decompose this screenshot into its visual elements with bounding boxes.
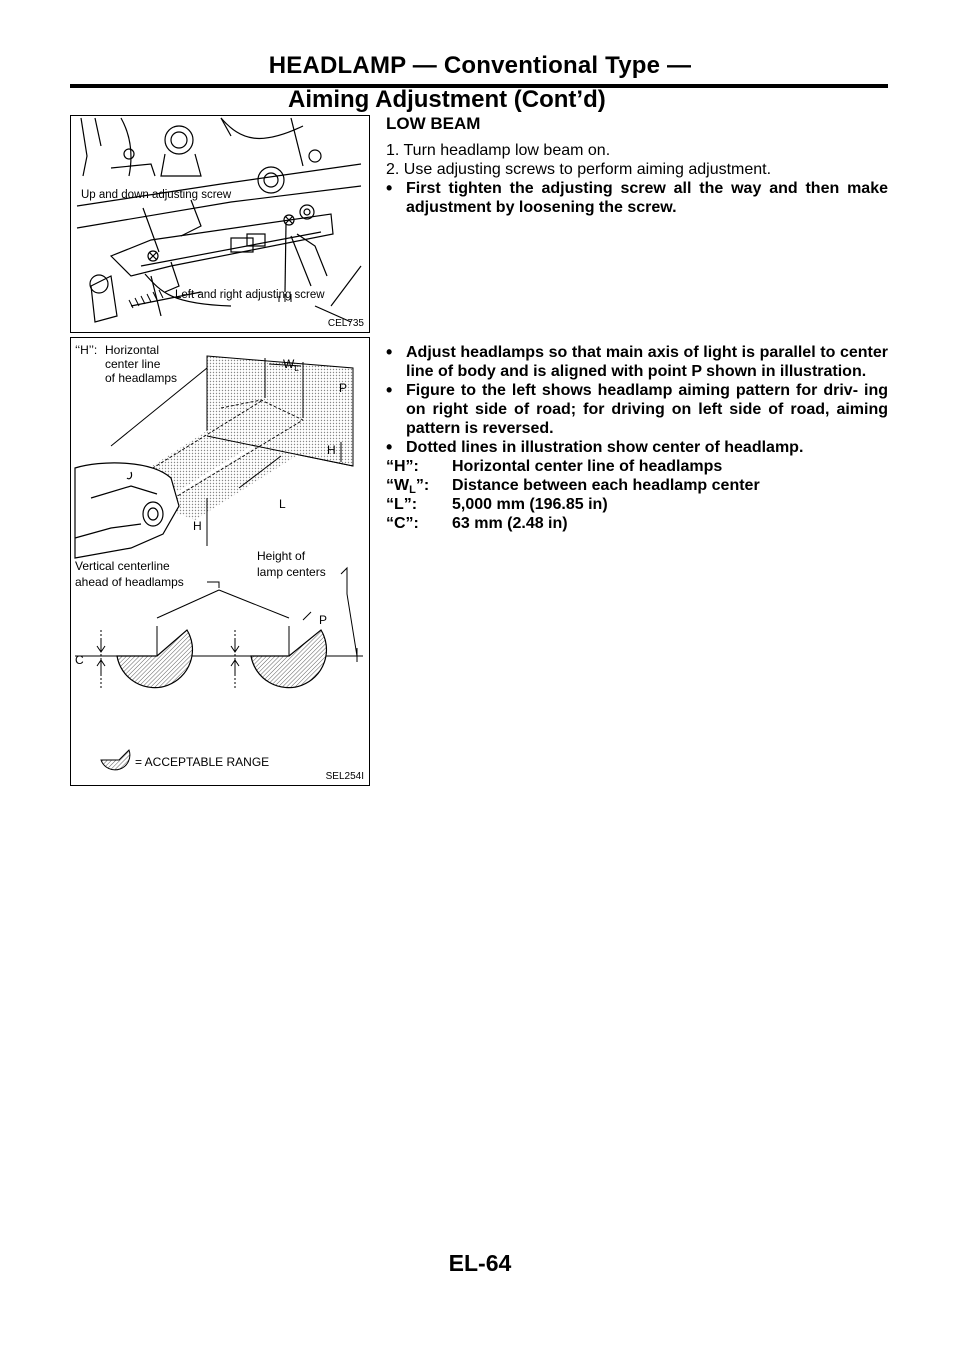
l-label: L — [279, 497, 286, 511]
label-up-down-screw: Up and down adjusting screw — [81, 189, 232, 201]
h-desc-3: of headlamps — [105, 371, 178, 385]
acceptable-range-left — [117, 630, 192, 688]
aiming-pattern-diagram — [71, 338, 369, 785]
page-header-subtitle: Aiming Adjustment (Cont’d) — [288, 86, 606, 113]
label-left-right-screw: Left and right adjusting screw — [175, 289, 325, 301]
definition-h — [386, 457, 888, 476]
h-desc-1: Horizontal — [105, 343, 160, 357]
bullet-text: Figure to the left shows headlamp aiming pattern for driv- ing on right side of road; for driving on left side of road, aiming pattern is reversed. — [406, 382, 888, 437]
h-label-left: H — [193, 519, 202, 533]
bullet-icon: • — [386, 178, 393, 198]
bullet-item — [386, 438, 888, 457]
h-label-right: H — [327, 443, 336, 457]
figure-aiming-pattern — [70, 337, 370, 786]
definition-value: 63 mm (2.48 in) — [452, 515, 568, 532]
definition-wl — [386, 476, 888, 495]
p-label-bottom: P — [319, 613, 328, 627]
bullet-icon: • — [386, 380, 393, 400]
bullet-item — [386, 179, 888, 217]
legend-swatch — [101, 750, 130, 770]
step-2: 2. Use adjusting screws to perform aiming adjustment. — [386, 161, 772, 178]
height-lamp-2: lamp centers — [257, 565, 326, 579]
c-label: C — [75, 653, 84, 667]
definition-value: Horizontal center line of headlamps — [452, 458, 723, 475]
step-1: 1. Turn headlamp low beam on. — [386, 142, 611, 159]
bullet-icon: • — [386, 437, 393, 457]
definition-key: “L”: — [386, 496, 418, 513]
vertical-centerline-1: Vertical centerline — [75, 559, 170, 573]
bullet-item — [386, 381, 888, 438]
height-lamp-1: Height of — [257, 549, 306, 563]
figure-adjusting-screws — [70, 115, 370, 333]
page-number: EL-64 — [448, 1250, 512, 1276]
definition-key: “C”: — [386, 515, 419, 532]
engine-bay-illustration — [71, 116, 369, 332]
bullet-text: Adjust headlamps so that main axis of light is parallel to center line of body and is aligned with point P shown in illustration. — [406, 344, 888, 380]
p-label-top: P — [339, 381, 348, 395]
wl-label: $W_L$ — [283, 357, 299, 373]
figure-code: CEL735 — [327, 318, 364, 329]
legend-acceptable-range: = ACCEPTABLE RANGE — [135, 755, 270, 769]
bullet-text: First tighten the adjusting screw all the way and then make adjustment by loosening the screw. — [406, 180, 888, 216]
page-header-title: HEADLAMP — Conventional Type — — [268, 52, 692, 79]
definition-c — [386, 514, 888, 533]
aiming-notes — [386, 343, 888, 533]
vertical-centerline-2: ahead of headlamps — [75, 575, 184, 589]
h-desc-2: center line — [105, 357, 161, 371]
bullet-item — [386, 343, 888, 381]
low-beam-steps — [386, 141, 888, 217]
definition-value: 5,000 mm (196.85 in) — [452, 496, 608, 513]
section-title: LOW BEAM — [386, 114, 481, 133]
figure-code: SEL254I — [325, 771, 364, 782]
bullet-icon: • — [386, 342, 393, 362]
definition-value: Distance between each headlamp center — [452, 477, 760, 494]
bullet-text: Dotted lines in illustration show center of headlamp. — [406, 439, 804, 456]
definition-l — [386, 495, 888, 514]
h-key-label: ‘‘H’’: — [75, 343, 98, 357]
definition-key: “$W_L$”: — [386, 477, 430, 496]
definition-key: “H”: — [386, 458, 419, 475]
